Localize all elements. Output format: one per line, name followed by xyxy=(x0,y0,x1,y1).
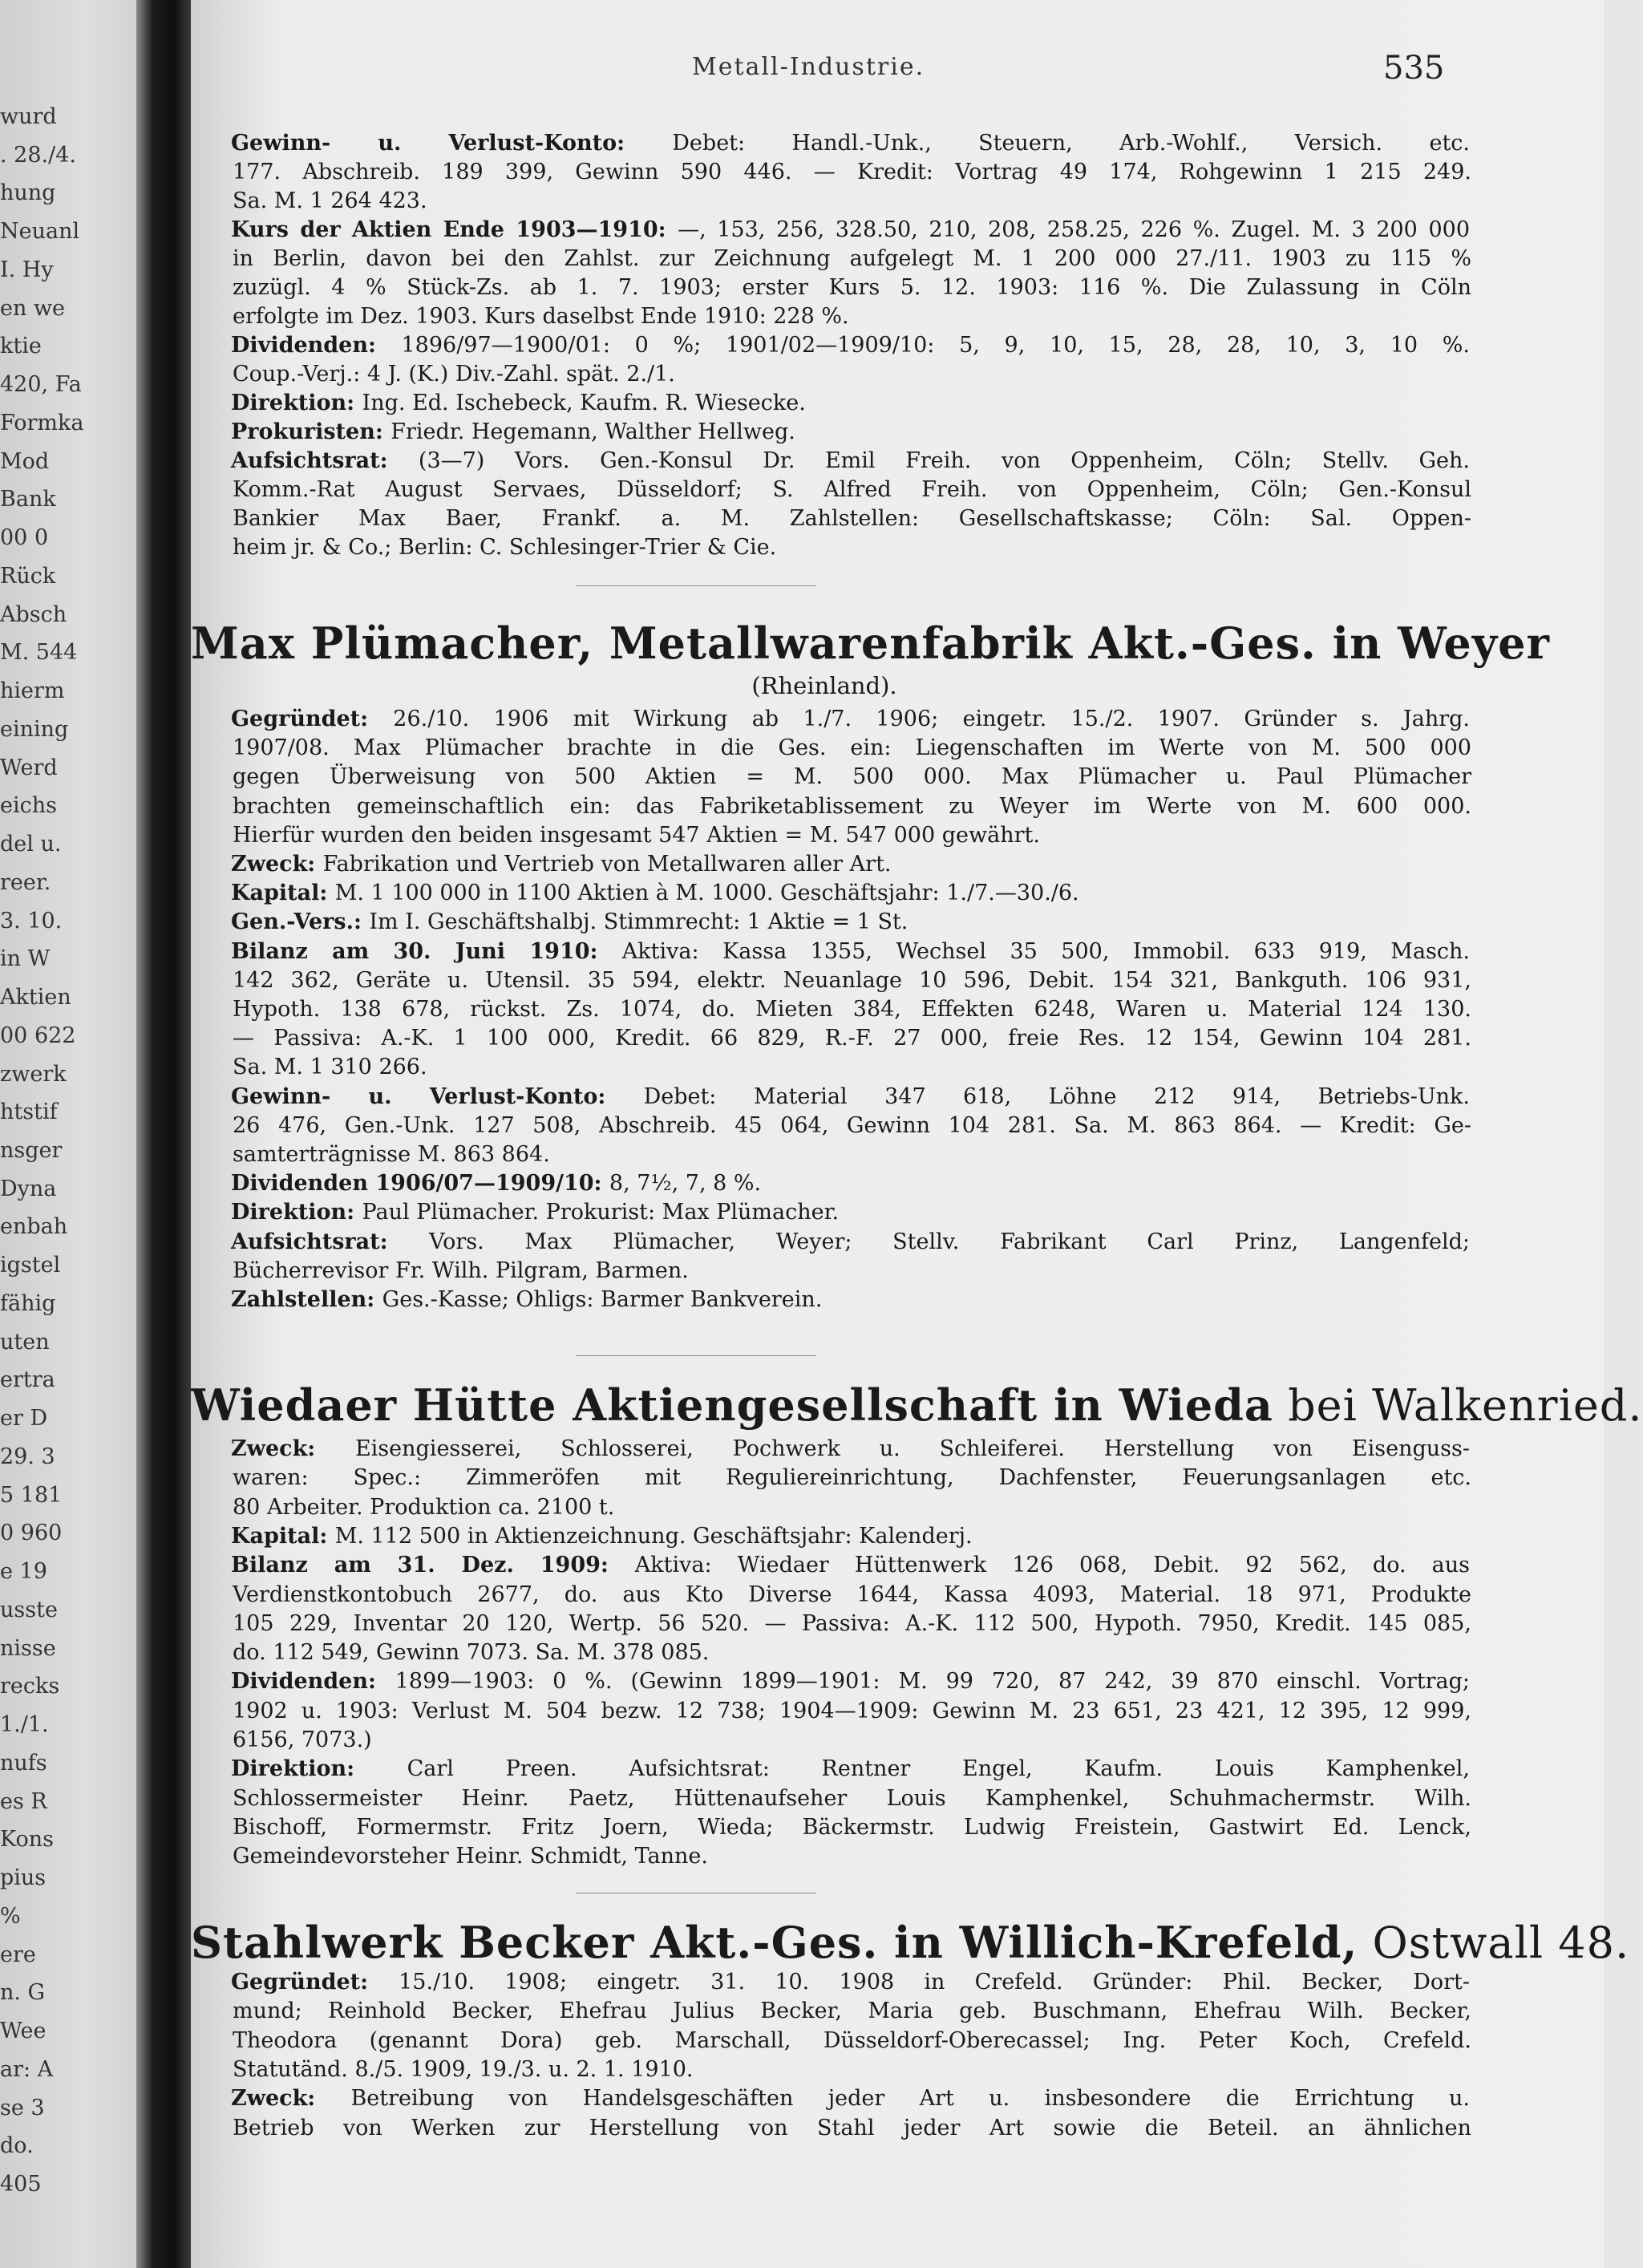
margin-fragment: n. G xyxy=(0,1980,46,2006)
margin-fragment: 1./1. xyxy=(0,1712,49,1738)
margin-fragment: % xyxy=(0,1903,21,1929)
margin-fragment: es R xyxy=(0,1788,47,1814)
text-line xyxy=(233,1025,1471,1052)
field-text: M. 112 500 in Aktienzeichnung. Geschäftsjahr: Kalenderj. xyxy=(334,1523,973,1549)
margin-fragment: uten xyxy=(0,1329,50,1355)
field-label: Kurs der Aktien Ende 1903—1910: xyxy=(231,217,678,242)
text-line xyxy=(233,1141,1471,1168)
text-line xyxy=(231,1668,1470,1695)
text-line xyxy=(233,1464,1471,1492)
text-line xyxy=(233,735,1471,762)
text-line xyxy=(233,303,1471,330)
text-line xyxy=(233,159,1471,186)
field-label: Zweck: xyxy=(231,852,323,877)
field-label: Aufsichtsrat: xyxy=(231,448,419,473)
field-text: Statutänd. 8./5. 1909, 19./3. u. 2. 1. 1910. xyxy=(233,2056,694,2082)
section-divider xyxy=(576,585,816,586)
text-line xyxy=(233,274,1471,302)
text-line xyxy=(233,1998,1471,2025)
field-label: Direktion: xyxy=(231,391,362,415)
margin-fragment: pius xyxy=(0,1865,47,1891)
field-text: zuzügl. 4 % Stück-Zs. ab 1. 7. 1903; erster Kurs 5. 12. 1903: 116 %. Die Zulassung in Cöln xyxy=(233,275,1471,300)
text-line xyxy=(231,1229,1470,1256)
text-line xyxy=(233,476,1471,504)
text-line xyxy=(231,2085,1470,2112)
text-line xyxy=(231,909,1470,936)
field-label: Bilanz am 31. Dez. 1909: xyxy=(231,1553,635,1578)
field-text: Fabrikation und Vertrieb von Metallwaren aller Art. xyxy=(322,852,892,877)
running-head: Metall-Industrie. xyxy=(692,53,925,81)
text-line xyxy=(233,1054,1471,1081)
field-text: Gemeindevorsteher Heinr. Schmidt, Tanne. xyxy=(233,1844,708,1869)
field-text: M. 1 100 000 in 1100 Aktien à M. 1000. Geschäftsjahr: 1./7.—30./6. xyxy=(334,881,1079,906)
field-label: Direktion: xyxy=(231,1756,407,1782)
text-line xyxy=(233,763,1471,791)
text-line xyxy=(233,2056,1471,2084)
margin-fragment: 405 xyxy=(0,2172,42,2197)
text-line xyxy=(233,505,1471,533)
entry-title-wiedaer-huette: Wiedaer Hütte Aktiengesellschaft in Wieda bei Walkenried. xyxy=(191,1379,1643,1431)
text-line xyxy=(233,967,1471,994)
field-text: Verdienstkontobuch 2677, do. aus Kto Diverse 1644, Kassa 4093, Material. 18 971, Produkte xyxy=(233,1582,1471,1607)
field-text: Aktiva: Wiedaer Hüttenwerk 126 068, Debit. 92 562, do. aus xyxy=(634,1553,1470,1578)
field-text: 1907/08. Max Plümacher brachte in die Ges. ein: Liegenschaften im Werte von M. 500 000 xyxy=(233,735,1471,761)
margin-fragment: Dyna xyxy=(0,1176,57,1201)
margin-fragment: igstel xyxy=(0,1253,61,1278)
field-text: 105 229, Inventar 20 120, Wertp. 56 520. — Passiva: A.-K. 112 500, Hypoth. 7950, Kredit. 145 085, xyxy=(233,1610,1471,1636)
field-label: Kapital: xyxy=(231,1523,335,1549)
field-text: Ges.-Kasse; Ohligs: Barmer Bankverein. xyxy=(382,1287,823,1312)
field-text: Hierfür wurden den beiden insgesamt 547 Aktien = M. 547 000 gewährt. xyxy=(233,822,1040,848)
text-line xyxy=(233,822,1471,849)
text-line xyxy=(231,419,1470,446)
margin-fragment: 0 960 xyxy=(0,1521,63,1546)
field-text: — Passiva: A.-K. 1 100 000, Kredit. 66 829, R.-F. 27 000, freie Res. 12 154, Gewinn 104 281. xyxy=(233,1026,1471,1051)
text-line xyxy=(231,1523,1470,1550)
text-line xyxy=(233,793,1471,820)
margin-fragment: ere xyxy=(0,1942,36,1967)
margin-fragment: I. Hy xyxy=(0,257,54,282)
text-line xyxy=(233,188,1471,215)
margin-fragment: Rück xyxy=(0,563,56,589)
text-line xyxy=(231,1286,1470,1314)
field-text: in Berlin, davon bei den Zahlst. zur Zeichnung aufgelegt M. 1 200 000 27./11. 1903 zu 115 % xyxy=(233,246,1471,271)
text-line xyxy=(233,245,1471,273)
field-text: Betrieb von Werken zur Herstellung von Stahl jeder Art sowie die Beteil. an ähnlichen xyxy=(233,2115,1471,2140)
margin-fragment: recks xyxy=(0,1674,60,1699)
field-text: mund; Reinhold Becker, Ehefrau Julius Becker, Maria geb. Buschmann, Ehefrau Wilh. Becker, xyxy=(233,1999,1471,2024)
margin-fragment: do. xyxy=(0,2133,34,2159)
text-line xyxy=(231,1436,1470,1463)
field-label: Aufsichtsrat: xyxy=(231,1229,430,1254)
field-label: Prokuristen: xyxy=(231,419,391,444)
field-text: 15./10. 1908; eingetr. 31. 10. 1908 in Crefeld. Gründer: Phil. Becker, Dort- xyxy=(399,1970,1470,1995)
field-text: heim jr. & Co.; Berlin: C. Schlesinger-Trier & Cie. xyxy=(233,535,777,560)
margin-fragment: Bank xyxy=(0,487,56,512)
margin-fragment: ktie xyxy=(0,334,42,359)
text-line xyxy=(231,880,1470,907)
field-text: Coup.-Verj.: 4 J. (K.) Div.-Zahl. spät. 2./1. xyxy=(233,362,675,387)
text-line xyxy=(233,534,1471,561)
margin-fragment: en we xyxy=(0,295,66,321)
field-text: samterträgnisse M. 863 864. xyxy=(233,1142,550,1167)
margin-fragment: usste xyxy=(0,1597,58,1622)
margin-fragment: Werd xyxy=(0,755,58,780)
text-line xyxy=(233,1582,1471,1609)
field-text: Theodora (genannt Dora) geb. Marschall, Düsseldorf-Oberecassel; Ing. Peter Koch, Crefeld. xyxy=(233,2027,1471,2053)
field-text: Bücherrevisor Fr. Wilh. Pilgram, Barmen. xyxy=(233,1258,689,1283)
margin-fragment: nsger xyxy=(0,1138,63,1163)
field-text: Bischoff, Formermstr. Fritz Joern, Wieda; Bäckermstr. Ludwig Freistein, Gastwirt Ed. Lenck, xyxy=(233,1814,1471,1840)
field-text: Sa. M. 1 310 266. xyxy=(233,1055,427,1080)
margin-fragment: Neuanl xyxy=(0,219,80,245)
margin-fragment: ertra xyxy=(0,1367,55,1393)
field-label: Gegründet: xyxy=(231,707,394,731)
field-text: Sa. M. 1 264 423. xyxy=(233,188,427,213)
text-line xyxy=(233,1610,1471,1638)
entry-title-stahlwerk-becker: Stahlwerk Becker Akt.-Ges. in Willich-Krefeld, Ostwall 48. xyxy=(191,1917,1630,1968)
field-text: Ing. Ed. Ischebeck, Kaufm. R. Wiesecke. xyxy=(362,391,806,415)
margin-fragment: eining xyxy=(0,716,69,742)
field-text: do. 112 549, Gewinn 7073. Sa. M. 378 085. xyxy=(233,1640,710,1666)
field-label: Gen.-Vers.: xyxy=(231,909,370,935)
text-line xyxy=(231,332,1470,359)
text-line xyxy=(231,1170,1470,1197)
field-text: 26 476, Gen.-Unk. 127 508, Abschreib. 45 064, Gewinn 104 281. Sa. M. 863 864. — Kredit: Ge- xyxy=(233,1112,1471,1138)
field-text: Komm.-Rat August Servaes, Düsseldorf; S. Alfred Freih. von Oppenheim, Cöln; Gen.-Konsul xyxy=(233,477,1471,502)
text-line xyxy=(233,1843,1471,1870)
margin-fragment: 5 181 xyxy=(0,1482,63,1508)
field-text: Im I. Geschäftshalbj. Stimmrecht: 1 Aktie = 1 St. xyxy=(369,909,909,935)
text-line xyxy=(231,1756,1470,1783)
text-line xyxy=(233,2027,1471,2055)
field-text: Vors. Max Plümacher, Weyer; Stellv. Fabrikant Carl Prinz, Langenfeld; xyxy=(429,1229,1470,1254)
text-line xyxy=(231,448,1470,475)
previous-page-margin xyxy=(0,0,140,2268)
margin-fragment: Formka xyxy=(0,410,84,435)
page-number: 535 xyxy=(1383,50,1445,87)
field-text: 1899—1903: 0 %. (Gewinn 1899—1901: M. 99 720, 87 242, 39 870 einschl. Vortrag; xyxy=(395,1669,1470,1695)
text-line xyxy=(231,851,1470,878)
text-line xyxy=(233,1727,1471,1754)
field-text: Carl Preen. Aufsichtsrat: Rentner Engel, Kaufm. Louis Kamphenkel, xyxy=(407,1756,1470,1782)
field-text: Debet: Material 347 618, Löhne 212 914, Betriebs-Unk. xyxy=(643,1083,1470,1109)
field-text: 142 362, Geräte u. Utensil. 35 594, elektr. Neuanlage 10 596, Debit. 154 321, Bankguth. 106 931, xyxy=(233,967,1471,993)
field-text: 8, 7½, 7, 8 %. xyxy=(609,1171,762,1197)
margin-fragment: 00 0 xyxy=(0,525,49,551)
page xyxy=(191,0,1643,2268)
field-text: brachten gemeinschaftlich ein: das Fabriketablissement zu Weyer im Werte von M. 600 000. xyxy=(233,793,1471,819)
field-label: Dividenden: xyxy=(231,333,402,358)
field-text: —, 153, 256, 328.50, 210, 208, 258.25, 226 %. Zugel. M. 3 200 000 xyxy=(678,217,1470,242)
field-text: gegen Überweisung von 500 Aktien = M. 500 000. Max Plümacher u. Paul Plümacher xyxy=(233,764,1471,790)
section-divider xyxy=(576,1355,816,1356)
margin-fragment: M. 544 xyxy=(0,640,78,666)
text-line xyxy=(231,1199,1470,1226)
margin-fragment: hierm xyxy=(0,678,65,704)
margin-fragment: wurd xyxy=(0,104,57,129)
text-line xyxy=(233,1639,1471,1667)
field-label: Gewinn- u. Verlust-Konto: xyxy=(231,131,673,156)
margin-fragment: er D xyxy=(0,1406,48,1432)
field-label: Zweck: xyxy=(231,2086,351,2112)
field-text: Paul Plümacher. Prokurist: Max Plümacher. xyxy=(362,1200,840,1225)
field-label: Direktion: xyxy=(231,1200,362,1225)
field-text: 1896/97—1900/01: 0 %; 1901/02—1909/10: 5, 9, 10, 15, 28, 28, 10, 3, 10 %. xyxy=(401,333,1470,358)
field-label: Gegründet: xyxy=(231,1970,399,1995)
text-line xyxy=(231,1083,1470,1111)
margin-fragment: nisse xyxy=(0,1635,56,1661)
margin-fragment: 29. 3 xyxy=(0,1444,55,1469)
text-line xyxy=(233,1112,1471,1140)
field-text: Eisengiesserei, Schlosserei, Pochwerk u. Schleiferei. Herstellung von Eisenguss- xyxy=(354,1436,1470,1461)
field-text: Debet: Handl.-Unk., Steuern, Arb.-Wohlf., Versich. etc. xyxy=(672,131,1470,156)
margin-fragment: hung xyxy=(0,180,56,206)
text-line xyxy=(231,1552,1470,1579)
text-line xyxy=(233,1258,1471,1285)
field-text: 6156, 7073.) xyxy=(233,1727,372,1752)
field-text: erfolgte im Dez. 1903. Kurs daselbst Ende 1910: 228 %. xyxy=(233,304,849,329)
text-line xyxy=(233,361,1471,388)
field-label: Kapital: xyxy=(231,881,335,906)
margin-fragment: eichs xyxy=(0,793,57,819)
text-line xyxy=(233,2115,1471,2142)
field-label: Dividenden 1906/07—1909/10: xyxy=(231,1171,609,1197)
field-text: 26./10. 1906 mit Wirkung ab 1./7. 1906; eingetr. 15./2. 1907. Gründer s. Jahrg. xyxy=(393,707,1471,731)
field-text: 1902 u. 1903: Verlust M. 504 bezw. 12 738; 1904—1909: Gewinn M. 23 651, 23 421, 12 395, 12 999, xyxy=(233,1698,1471,1723)
text-line xyxy=(233,1785,1471,1812)
text-line xyxy=(231,217,1470,244)
field-text: Friedr. Hegemann, Walther Hellweg. xyxy=(391,419,795,444)
margin-fragment: fähig xyxy=(0,1290,56,1316)
field-text: 177. Abschreib. 189 399, Gewinn 590 446. — Kredit: Vortrag 49 174, Rohgewinn 1 215 249. xyxy=(233,160,1471,184)
field-label: Dividenden: xyxy=(231,1669,395,1695)
text-line xyxy=(231,130,1470,157)
margin-fragment: . 28./4. xyxy=(0,142,76,168)
field-text: Hypoth. 138 678, rückst. Zs. 1074, do. Mieten 384, Effekten 6248, Waren u. Material 124 130. xyxy=(233,997,1471,1022)
field-text: Bankier Max Baer, Frankf. a. M. Zahlstellen: Gesellschaftskasse; Cöln: Sal. Oppen- xyxy=(233,506,1471,531)
text-line xyxy=(233,996,1471,1023)
margin-fragment: Aktien xyxy=(0,985,71,1010)
field-text: 80 Arbeiter. Produktion ca. 2100 t. xyxy=(233,1494,615,1520)
margin-fragment: e 19 xyxy=(0,1559,47,1585)
text-line xyxy=(231,706,1470,733)
margin-fragment: Wee xyxy=(0,2019,47,2044)
field-text: (3—7) Vors. Gen.-Konsul Dr. Emil Freih. von Oppenheim, Cöln; Stellv. Geh. xyxy=(418,448,1470,473)
text-line xyxy=(233,1494,1471,1521)
book-spine-shadow xyxy=(136,0,191,2268)
margin-fragment: Absch xyxy=(0,601,67,627)
margin-fragment: 00 622 xyxy=(0,1023,76,1048)
field-label: Zweck: xyxy=(231,1436,355,1461)
margin-fragment: Kons xyxy=(0,1827,54,1853)
margin-fragment: del u. xyxy=(0,832,62,857)
text-line xyxy=(233,1698,1471,1725)
entry-subtitle-pluemacher: (Rheinland). xyxy=(751,672,897,699)
entry-title-pluemacher: Max Plümacher, Metallwarenfabrik Akt.-Ges. in Weyer xyxy=(191,618,1550,669)
margin-fragment: nufs xyxy=(0,1750,47,1776)
margin-fragment: 420, Fa xyxy=(0,372,82,398)
field-label: Zahlstellen: xyxy=(231,1287,382,1312)
field-label: Gewinn- u. Verlust-Konto: xyxy=(231,1083,644,1109)
field-label: Bilanz am 30. Juni 1910: xyxy=(231,938,622,964)
margin-fragment: zwerk xyxy=(0,1061,67,1087)
field-text: Schlossermeister Heinr. Paetz, Hüttenaufseher Louis Kamphenkel, Schuhmachermstr. Wilh. xyxy=(233,1785,1471,1811)
margin-fragment: in W xyxy=(0,946,51,972)
field-text: waren: Spec.: Zimmeröfen mit Reguliereinrichtung, Dachfenster, Feuerungsanlagen etc. xyxy=(233,1465,1471,1491)
text-line xyxy=(231,1969,1470,1996)
margin-fragment: se 3 xyxy=(0,2095,45,2120)
margin-fragment: reer. xyxy=(0,869,51,895)
margin-fragment: ar: A xyxy=(0,2056,54,2082)
margin-fragment: enbah xyxy=(0,1214,68,1240)
field-text: Betreibung von Handelsgeschäften jeder Art u. insbesondere die Errichtung u. xyxy=(350,2086,1470,2112)
field-text: Aktiva: Kassa 1355, Wechsel 35 500, Immobil. 633 919, Masch. xyxy=(621,938,1470,964)
text-line xyxy=(233,1814,1471,1841)
text-line xyxy=(231,938,1470,966)
margin-fragment: Mod xyxy=(0,448,50,474)
margin-fragment: 3. 10. xyxy=(0,908,63,934)
text-line xyxy=(231,390,1470,417)
margin-fragment: htstif xyxy=(0,1100,58,1125)
